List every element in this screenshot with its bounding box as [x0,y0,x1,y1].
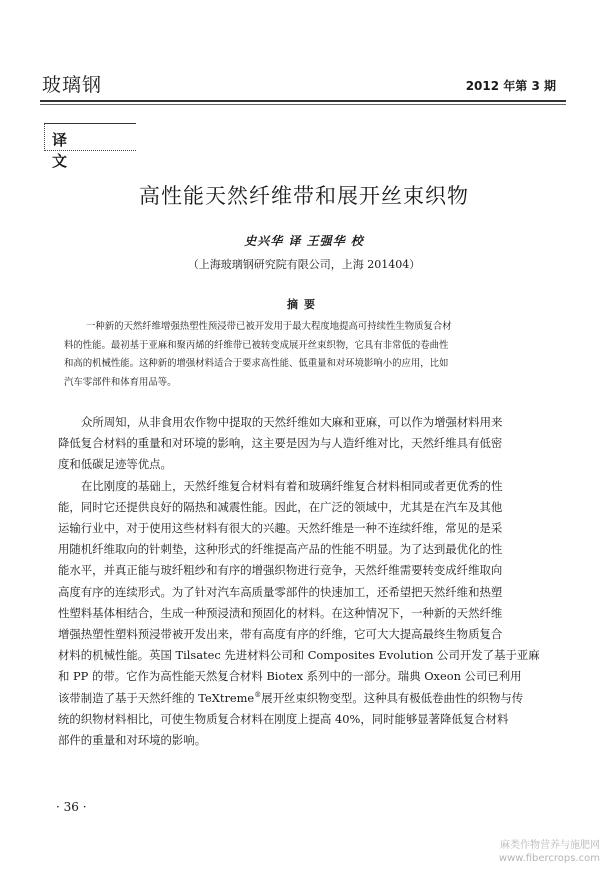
trademark-post: 展开丝束织物变型。这种具有极低卷曲性的织物与传 [261,690,524,705]
trademark-pre: 该带制造了基于天然纤维的 TeXtreme [58,690,255,705]
body-line: 增强热塑性塑料预浸带被开发出来，带有高度有序的纤维，它可大大提高最终生物质复合 [58,627,503,642]
page-number: · 36 · [56,800,87,814]
body-line: 和 PP 的带。它作为高性能天然复合材料 Biotex 系列中的一部分。瑞典 Oxeon 公司已利用 [58,669,522,684]
body-line: 众所周知，从非食用农作物中提取的天然纤维如大麻和亚麻，可以作为增强材料用来 [81,415,503,429]
journal-name: 玻璃钢 [42,74,103,96]
body-line: 用随机纤维取向的针刺垫，这种形式的纤维提高产品的性能不明显。为了达到最优化的性 [58,542,503,557]
body-line: 降低复合材料的重量和对环境的影响，这主要是因为与人造纤维对比，天然纤维具有低密 [58,436,503,451]
body-line: 度和低碳足迹等优点。 [58,457,172,472]
abstract-line: 一种新的天然纤维增强热塑性预浸带已被开发用于最大程度地提高可持续性生物质复合材 [86,321,452,332]
body-line: 能水平，并真正能与玻纤粗纱和有序的增强织物进行竞争，天然纤维需要转变成纤维取向 [58,563,503,578]
watermark [470,839,600,865]
abstract-heading: 摘要 [287,298,321,311]
article-affiliation: （上海玻璃钢研究院有限公司，上海 201404） [187,258,421,271]
body-line: 部件的重量和对环境的影响。 [58,733,207,748]
body-line: 能，同时它还提供良好的隔热和减震性能。因此，在广泛的领域中，尤其是在汽车及其他 [58,499,503,514]
body-line: 统的织物材料相比，可使生物质复合材料在刚度上提高 40%，同时能够显著降低复合材料 [58,711,509,726]
watermark-line: www.fibercrops.com [498,853,600,864]
abstract-line: 汽车零部件和体育用品等。 [64,376,177,388]
body-line: 高度有序的连续形式。为了针对汽车高质量零部件的快速加工，还希望把天然纤维和热塑 [58,584,503,599]
body-line: 在比刚度的基础上，天然纤维复合材料有着和玻璃纤维复合材料相同或者更优秀的性 [81,478,503,493]
header-rule-thin [40,104,566,105]
body-line: 材料的机械性能。英国 Tilsatec 先进材料公司和 Composites Evolution 公司开发了基于亚麻 [58,648,540,663]
abstract-line: 料的性能。最初基于亚麻和聚丙烯的纤维带已被转变成展开丝束织物，它具有非常低的卷曲性 [64,339,449,351]
watermark-line: 麻类作物营养与施肥网 [500,840,600,851]
abstract-text [64,318,544,392]
header-rule-thick [40,100,566,102]
issue-label: 2012 年第 3 期 [465,79,556,93]
abstract-line: 和高的机械性能。这种新的增强材料适合于要求高性能、低重量和对环境影响小的应用，比如 [64,358,449,369]
body-line: 性塑料基体相结合，生成一种预浸渍和预固化的材料。在这种情况下，一种新的天然纤维 [58,605,503,620]
body-text [58,412,558,751]
body-line: 运输行业中，对于使用这些材料有很大的兴趣。天然纤维是一种不连续纤维，常见的是采 [58,521,503,536]
section-label: 译文 [52,131,96,170]
body-line-trademark [58,688,558,709]
registered-mark: ® [254,690,262,699]
article-title: 高性能天然纤维带和展开丝束织物 [139,184,469,208]
article-authors: 史兴华 译 王强华 校 [244,234,364,248]
